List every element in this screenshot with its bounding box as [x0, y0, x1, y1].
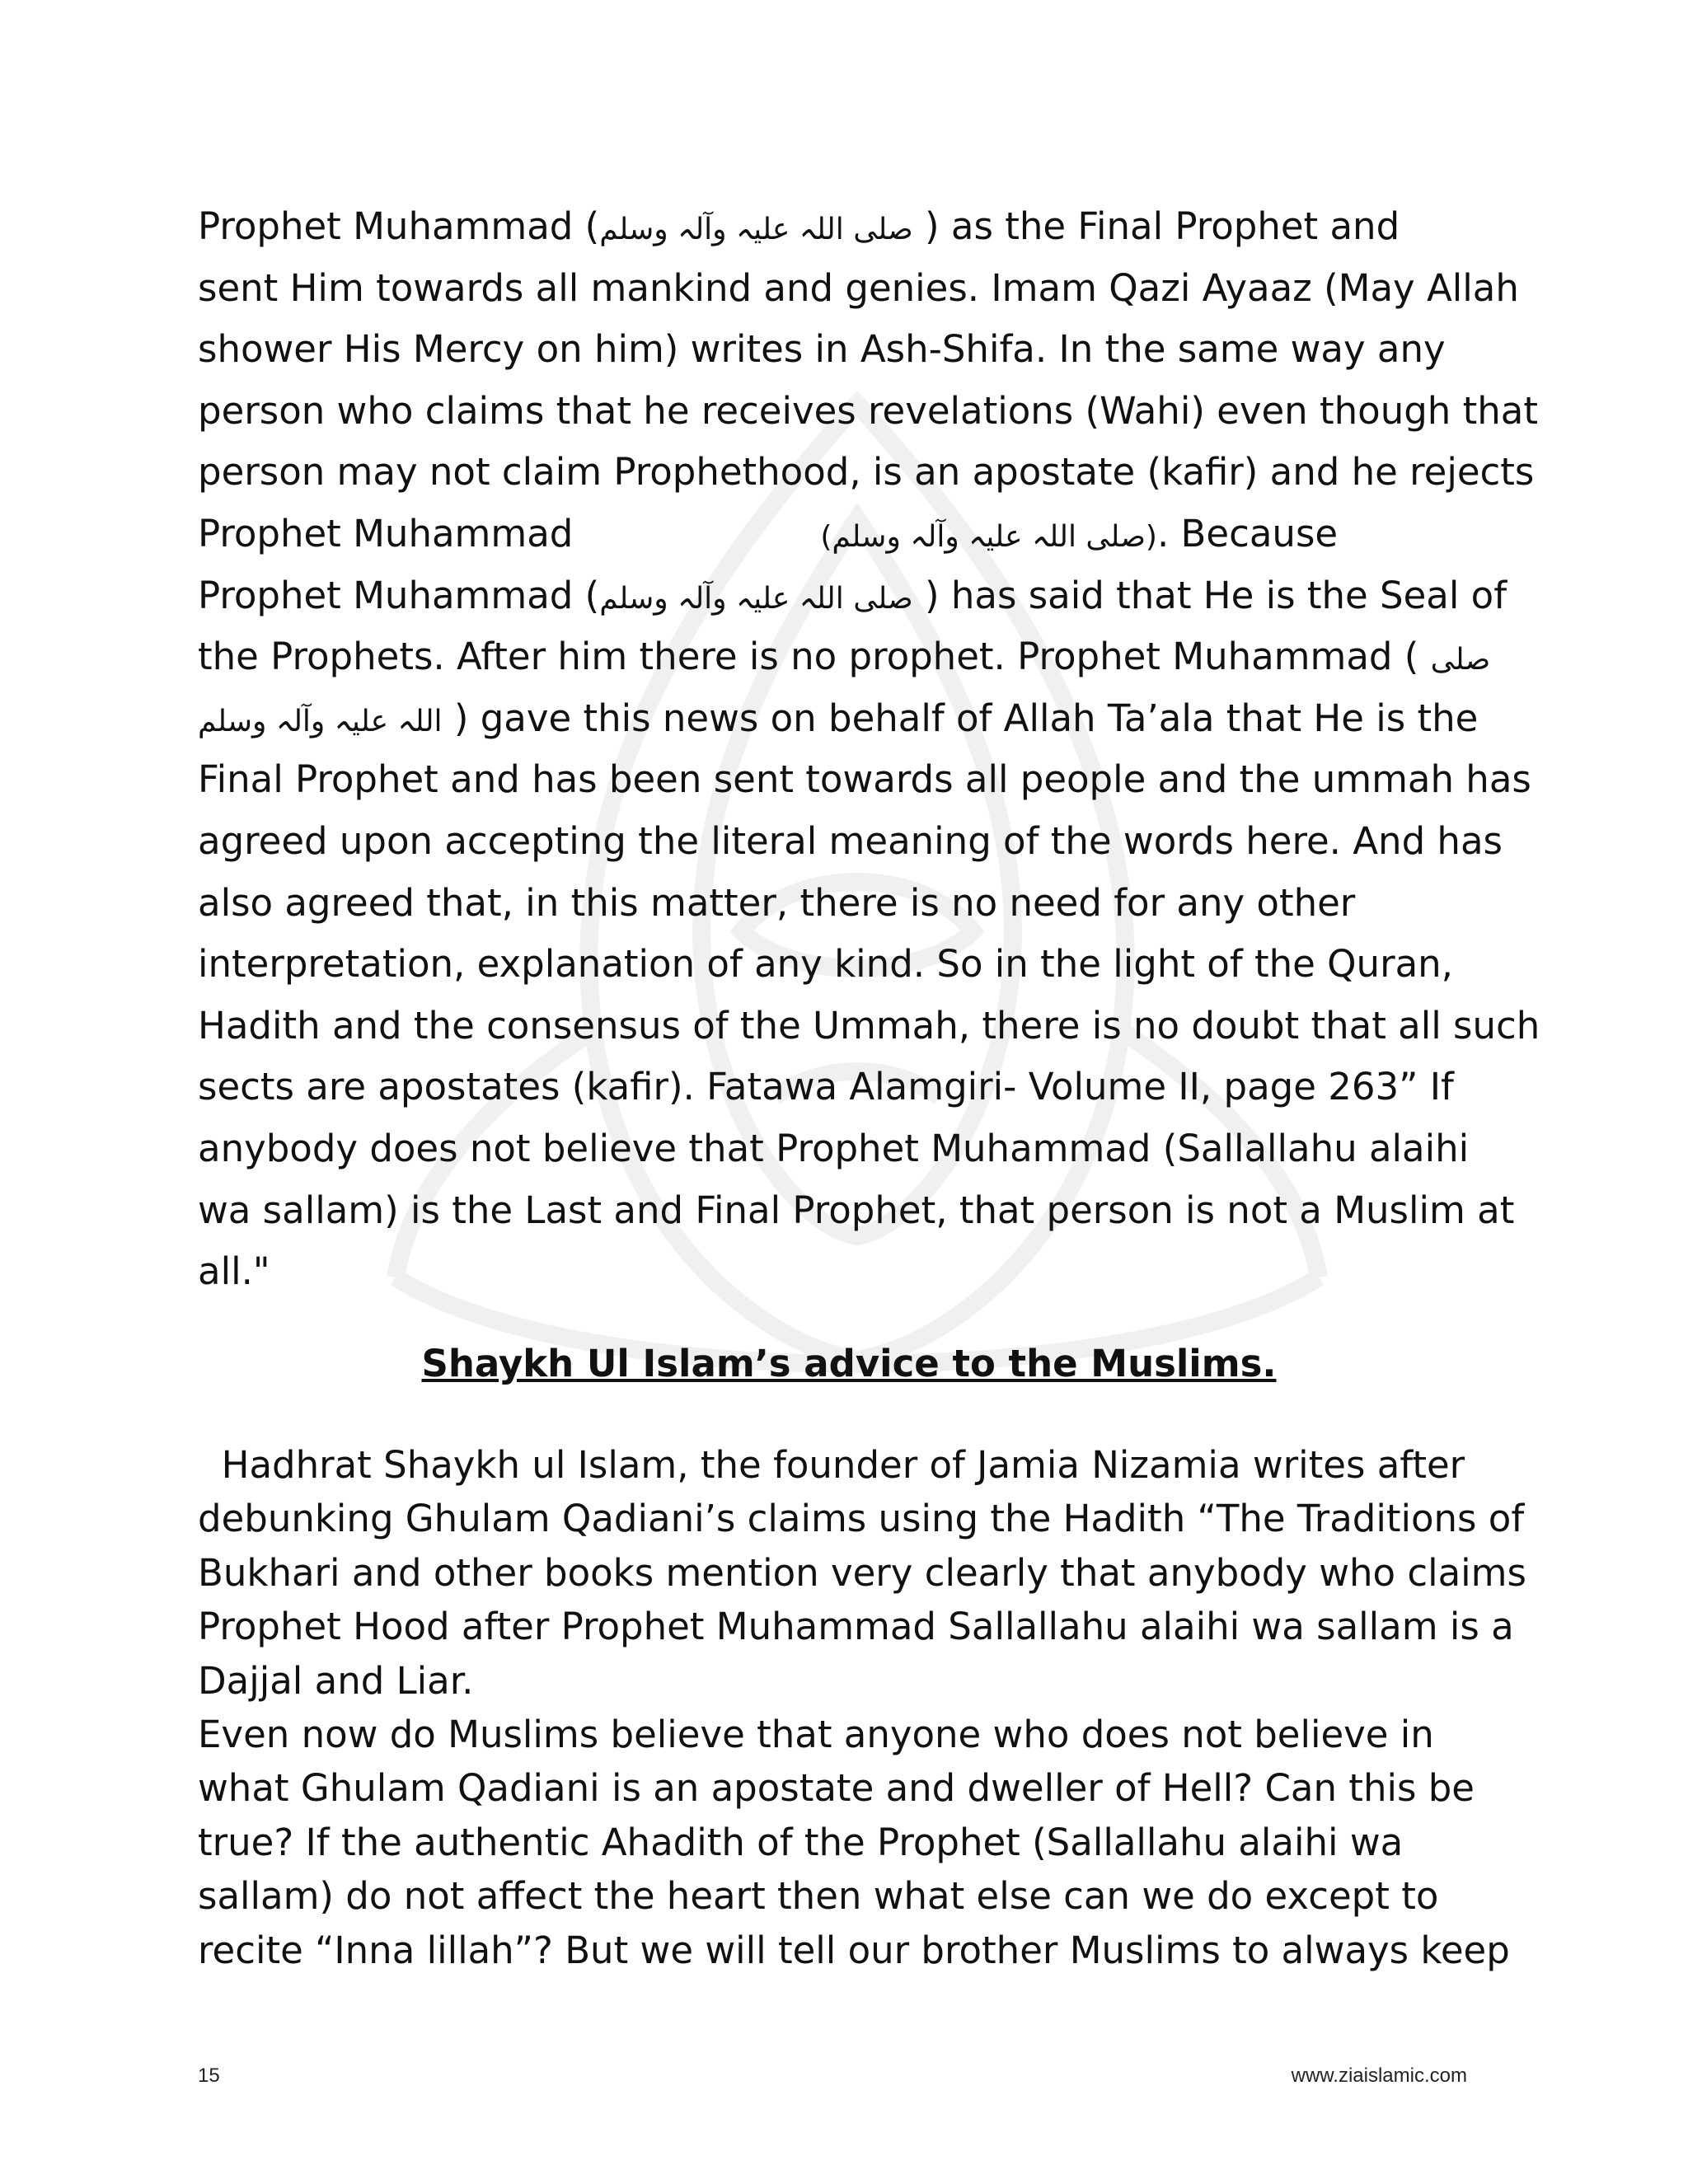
text-segment: all.": [198, 1249, 270, 1294]
text-line: [198, 749, 1531, 811]
text-line: debunking Ghulam Qadiani’s claims using the Hadith “The Traditions of: [198, 1497, 1525, 1541]
salawat-text: (صلی اللہ علیہ وآلہ وسلم): [820, 519, 1157, 554]
text-segment: ) as the Final Prophet and: [912, 204, 1400, 248]
text-segment: the Prophets. After him there is no prophet. Prophet Muhammad (: [198, 635, 1431, 679]
section-heading: Shaykh Ul Islam’s advice to the Muslims.: [421, 1342, 1277, 1385]
text-line: Even now do Muslims believe that anyone who does not believe in: [198, 1712, 1434, 1756]
text-segment: Hadith and the consensus of the Ummah, there is no doubt that all such: [198, 1003, 1540, 1047]
text-line: Prophet Hood after Prophet Muhammad Sallallahu alaihi wa sallam is a: [198, 1605, 1514, 1649]
text-line: what Ghulam Qadiani is an apostate and dweller of Hell? Can this be: [198, 1766, 1475, 1811]
text-line: [198, 1241, 1500, 1303]
text-segment: Prophet Muhammad (: [198, 573, 600, 617]
salawat-text: صلی: [1430, 643, 1491, 677]
page-number: 15: [198, 2064, 220, 2087]
text-segment: sects are apostates (kafir). Fatawa Alamgiri- Volume II, page 263” If: [198, 1065, 1454, 1109]
text-segment: interpretation, explanation of any kind. So in the light of the Quran,: [198, 942, 1453, 987]
text-line: [198, 688, 1500, 750]
text-segment: . Because: [1156, 511, 1339, 555]
text-line: [198, 934, 1500, 996]
text-line: [198, 626, 1500, 688]
text-line: [198, 565, 1507, 627]
text-line: [198, 811, 1503, 873]
text-line: recite “Inna lillah”? But we will tell our brother Muslims to always keep: [198, 1928, 1510, 1972]
text-segment: also agreed that, in this matter, there is no need for any other: [198, 880, 1356, 925]
text-line: [198, 1180, 1515, 1242]
salawat-text: صلی اللہ علیہ وآلہ وسلم: [599, 213, 913, 246]
text-line: [198, 196, 1500, 258]
text-line: sallam) do not affect the heart then what else can we do except to: [198, 1874, 1439, 1919]
footer-website: www.ziaislamic.com: [1291, 2064, 1467, 2087]
paragraph-advice: [198, 1438, 1526, 1977]
text-segment: Prophet Muhammad: [198, 511, 574, 555]
text-line: [198, 258, 1519, 320]
text-line: [198, 1118, 1500, 1180]
text-segment: anybody does not believe that Prophet Muhammad (Sallallahu alaihi: [198, 1126, 1470, 1170]
text-segment: person who claims that he receives revelations (Wahi) even though that: [198, 388, 1538, 433]
text-line: Dajjal and Liar.: [198, 1658, 474, 1703]
text-segment: person may not claim Prophethood, is an apostate (kafir) and he rejects: [198, 450, 1535, 494]
text-line: true? If the authentic Ahadith of the Prophet (Sallallahu alaihi wa: [198, 1820, 1404, 1864]
salawat-text: صلی اللہ علیہ وآلہ وسلم: [599, 581, 913, 616]
text-line: [198, 442, 1535, 504]
text-segment: ) has said that He is the Seal of: [912, 573, 1507, 617]
text-segment: Final Prophet and has been sent towards all people and the ummah has: [198, 757, 1531, 802]
text-segment: agreed upon accepting the literal meaning of the words here. And has: [198, 818, 1503, 863]
text-line: [198, 996, 1540, 1057]
text-line: [198, 381, 1538, 443]
text-segment: Prophet Muhammad (: [198, 204, 600, 248]
text-line: [198, 319, 1500, 381]
text-line: Bukhari and other books mention very clearly that anybody who claims: [198, 1550, 1526, 1595]
text-line: [198, 873, 1500, 935]
text-segment: wa sallam) is the Last and Final Prophet, that person is not a Muslim at: [198, 1188, 1515, 1232]
text-segment: ) gave this news on behalf of Allah Ta’ala that He is the: [442, 696, 1479, 740]
salawat-text: اللہ علیہ وآلہ وسلم: [198, 704, 443, 738]
paragraph-finality: [198, 196, 1540, 1303]
text-line: [198, 504, 1500, 565]
text-segment: sent Him towards all mankind and genies. Imam Qazi Ayaaz (May Allah: [198, 265, 1519, 310]
text-line: [198, 1057, 1500, 1118]
text-segment: shower His Mercy on him) writes in Ash-Shifa. In the same way any: [198, 327, 1446, 372]
text-line: Hadhrat Shaykh ul Islam, the founder of Jamia Nizamia writes after: [198, 1443, 1465, 1487]
